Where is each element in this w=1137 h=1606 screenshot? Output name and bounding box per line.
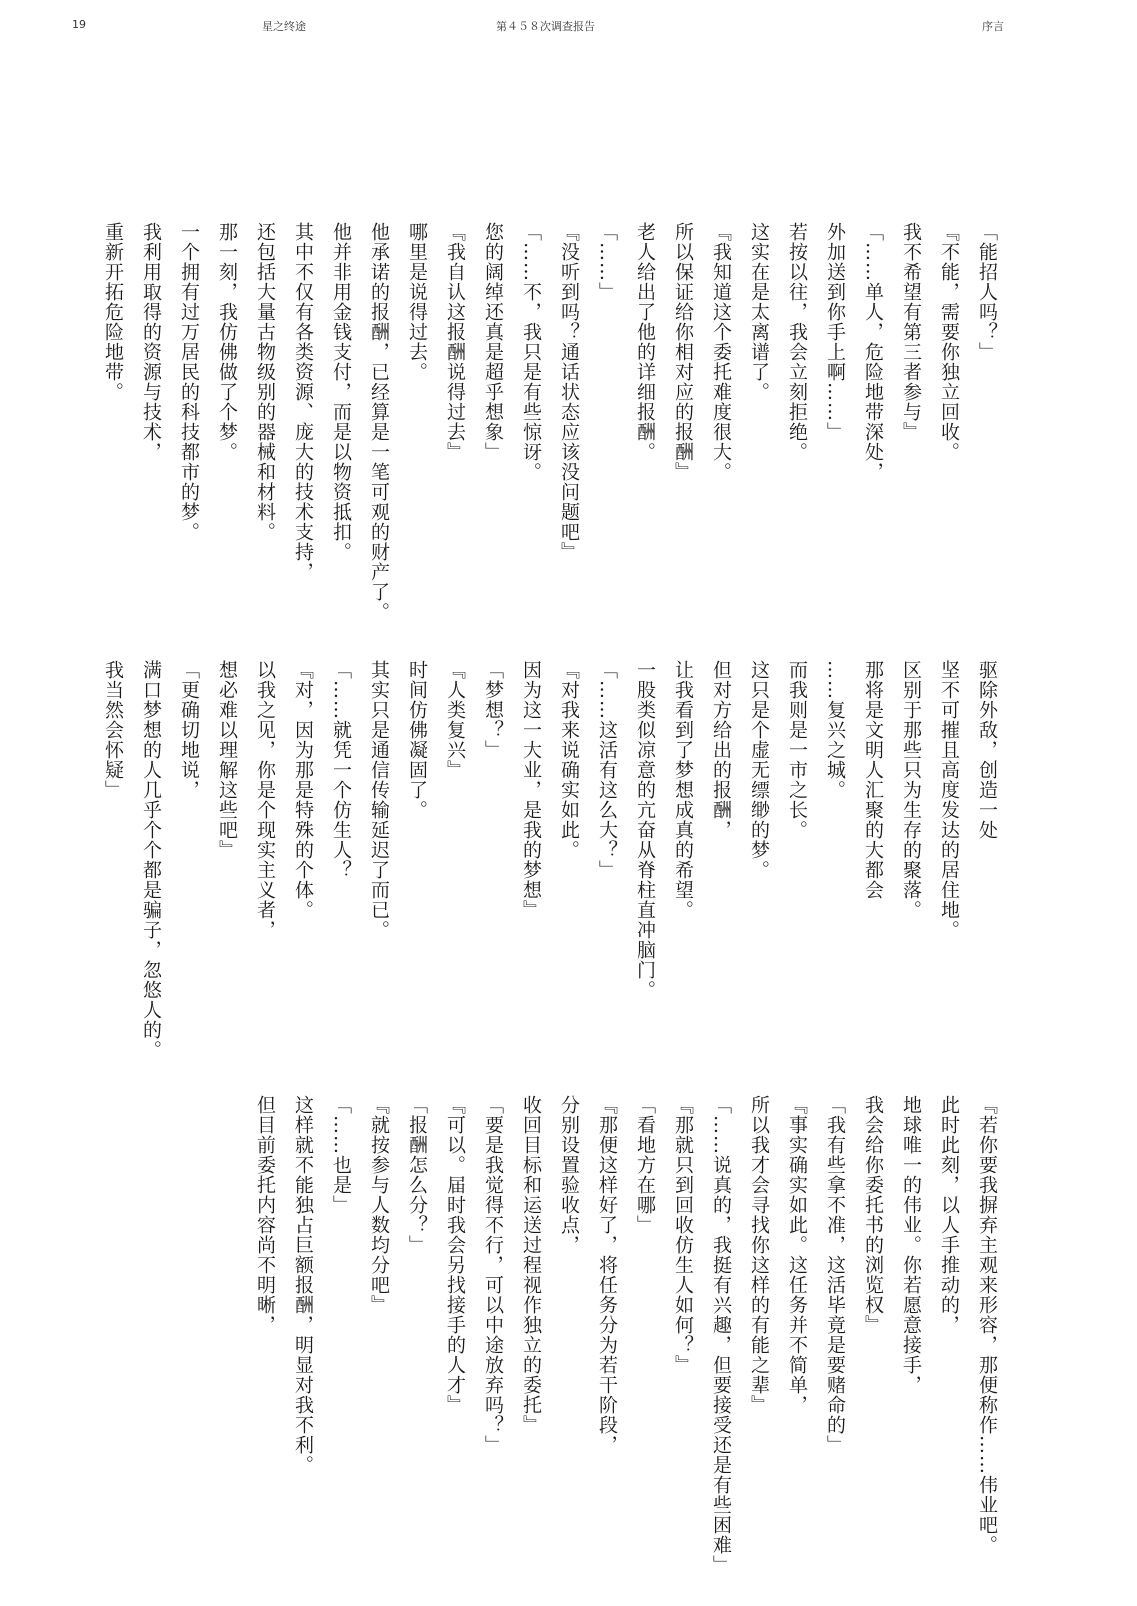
page-number: 19 [72, 18, 86, 31]
text-line: 其中不仅有各类资源、庞大的技术支持， [292, 222, 314, 582]
text-block-bottom [241, 1095, 1006, 1575]
text-line: 「……单人，危险地带深处， [862, 222, 884, 482]
text-line: 收回目标和运送过程视作独立的委托』 [520, 1095, 542, 1435]
text-line: 「报酬怎么分？」 [406, 1095, 428, 1255]
text-line: 因为这一大业，是我的梦想』 [520, 660, 542, 920]
text-block-middle [86, 660, 1006, 1060]
text-line: 但目前委托内容尚不明晰， [254, 1095, 276, 1335]
text-line: 「更确切地说， [178, 660, 200, 800]
text-line: 『就按参与人数均分吧』 [368, 1095, 390, 1315]
text-line: 『人类复兴』 [444, 660, 466, 780]
text-line: 让我看到了梦想成真的希望。 [672, 660, 694, 920]
text-line: 区别于那些只为生存的聚落。 [900, 660, 922, 920]
text-line: 坚不可摧且高度发达的居住地。 [938, 660, 960, 940]
text-line: 还包括大量古物级别的器械和材料。 [254, 222, 276, 542]
text-line: 『没听到吗？通话状态应该没问题吧』 [558, 222, 580, 562]
text-line: 他承诺的报酬，已经算是一笔可观的财产了。 [368, 222, 390, 622]
text-line: 「……说真的，我挺有兴趣，但要接受还是有些困难」 [710, 1095, 732, 1575]
text-line: 一个拥有过万居民的科技都市的梦。 [178, 222, 200, 542]
text-line: 想必难以理解这些吧』 [216, 660, 238, 860]
text-line: 那将是文明人汇聚的大都会 [862, 660, 884, 900]
text-line: 『我自认这报酬说得过去』 [444, 222, 466, 462]
text-line: 我不希望有第三者参与』 [900, 222, 922, 442]
text-line: 外加送到你手上啊……」 [824, 222, 846, 442]
text-line: 「……不，我只是有些惊讶。 [520, 222, 542, 482]
text-line: 『若你要我摒弃主观来形容，那便称作……伟业吧。 [976, 1095, 998, 1555]
text-line: 「我有些拿不准，这活毕竟是要赌命的」 [824, 1095, 846, 1455]
text-line: 这样就不能独占巨额报酬，明显对我不利。 [292, 1095, 314, 1475]
text-line: 『我知道这个委托难度很大。 [710, 222, 732, 482]
text-line: 「……」 [596, 222, 618, 302]
text-line: 时间仿佛凝固了。 [406, 660, 428, 820]
text-line: 驱除外敌，创造一处 [976, 660, 998, 840]
text-line: 『不能，需要你独立回收。 [938, 222, 960, 462]
page-header [0, 18, 1137, 38]
text-line: 『可以。届时我会另找接手的人才』 [444, 1095, 466, 1415]
text-line: 我会给你委托书的浏览权』 [862, 1095, 884, 1335]
text-block-top [86, 222, 1006, 622]
text-line: 「……也是」 [330, 1095, 352, 1215]
text-line: 『对我来说确实如此。 [558, 660, 580, 860]
text-line: 「要是我觉得不行，可以中途放弃吗？」 [482, 1095, 504, 1455]
text-line: 他并非用金钱支付，而是以物资抵扣。 [330, 222, 352, 562]
text-line: 「能招人吗？」 [976, 222, 998, 362]
text-line: 地球唯一的伟业。你若愿意接手， [900, 1095, 922, 1395]
text-line: 「看地方在哪」 [634, 1095, 656, 1235]
text-line: 「……就凭一个仿生人？ [330, 660, 352, 880]
text-line: 但对方给出的报酬， [710, 660, 732, 840]
text-line: ……复兴之城。 [824, 660, 846, 800]
text-line: 您的阔绰还真是超乎想象」 [482, 222, 504, 462]
text-line: 重新开拓危险地带。 [102, 222, 124, 402]
text-line: 满口梦想的人几乎个个都是骗子，忽悠人的。 [140, 660, 162, 1060]
text-line: 一股类似凉意的亢奋从脊柱直冲脑门。 [634, 660, 656, 1000]
text-line: 『事实确实如此。这任务并不简单， [786, 1095, 808, 1415]
text-line: 这实在是太离谱了。 [748, 222, 770, 402]
text-line: 此时此刻，以人手推动的， [938, 1095, 960, 1335]
text-line: 老人给出了他的详细报酬。 [634, 222, 656, 462]
text-line: 所以保证给你相对应的报酬』 [672, 222, 694, 482]
text-line: 我当然会怀疑」 [102, 660, 124, 800]
text-line: 而我则是一市之长。 [786, 660, 808, 840]
text-line: 若按以往，我会立刻拒绝。 [786, 222, 808, 462]
section-title: 序言 [982, 20, 1004, 33]
text-line: 那一刻，我仿佛做了个梦。 [216, 222, 238, 462]
text-line: 以我之见，你是个现实主义者， [254, 660, 276, 940]
text-line: 分别设置验收点， [558, 1095, 580, 1255]
text-line: 这只是个虚无缥缈的梦。 [748, 660, 770, 880]
text-line: 『那便这样好了，将任务分为若干阶段， [596, 1095, 618, 1455]
text-line: 「……这活有这么大？」 [596, 660, 618, 880]
text-line: 『那就只到回收仿生人如何？』 [672, 1095, 694, 1375]
book-title: 星之终途 [262, 20, 306, 33]
text-line: 『对，因为那是特殊的个体。 [292, 660, 314, 920]
text-line: 所以我才会寻找你这样的有能之辈』 [748, 1095, 770, 1415]
text-line: 我利用取得的资源与技术， [140, 222, 162, 462]
report-title: 第４５８次调查报告 [496, 20, 595, 33]
text-line: 其实只是通信传输延迟了而已。 [368, 660, 390, 940]
text-line: 哪里是说得过去。 [406, 222, 428, 382]
text-line: 「梦想？」 [482, 660, 504, 760]
